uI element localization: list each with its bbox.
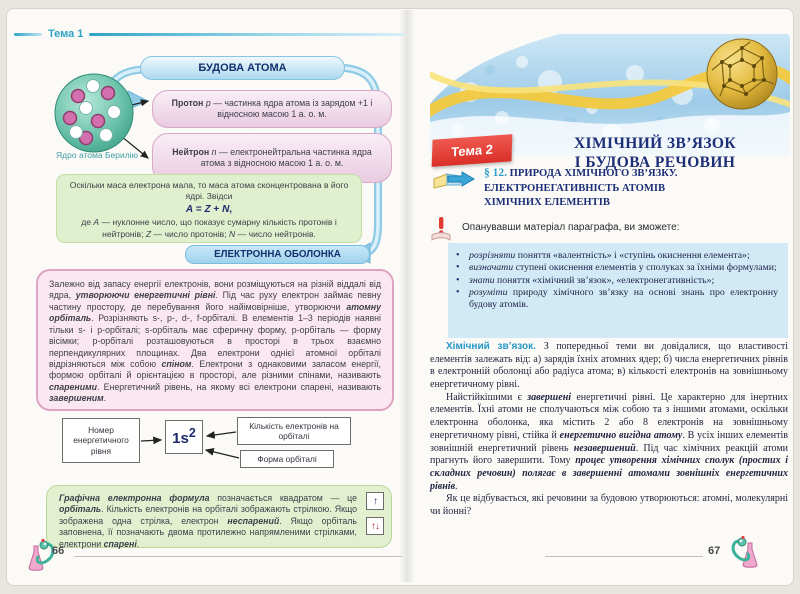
objective-text: визначати ступені окиснення елементів у сполуках за їхніми формулами; <box>469 262 777 274</box>
objective-text: розуміти природу хімічного зв’язку на основі знань про електронну будову атомів. <box>469 287 778 311</box>
nucleus-caption: Ядро атома Берилію <box>56 150 138 160</box>
mascot-icon <box>22 538 56 574</box>
objectives-intro-text: Опанувавши матеріал параграфа, ви зможете: <box>462 222 680 233</box>
objective-item <box>456 287 778 312</box>
left-theme-rule <box>14 28 406 40</box>
atom-structure-heading: БУДОВА АТОМА <box>140 56 345 80</box>
orbital-shape-label-box: Форма орбіталі <box>240 450 334 468</box>
right-footer-line <box>545 556 703 557</box>
section-heading-line2: ЕЛЕКТРОНЕГАТИВНІСТЬ АТОМІВ <box>484 182 666 194</box>
paragraph-question: Як це відбувається, які речовини за будовою утворюються: атомні, молекулярні чи йонні? <box>430 493 788 517</box>
left-page-number: 66 <box>52 545 65 557</box>
proton-text: Протон p — частинка ядра атома із зарядом +1 і відносною масою 1 а. о. м. <box>171 98 373 119</box>
bullet: • <box>456 274 460 286</box>
book-spine <box>399 10 415 582</box>
bullet: • <box>456 250 460 261</box>
theme1-label: Тема 1 <box>48 28 84 40</box>
theme2-badge: Тема 2 <box>432 134 513 167</box>
energy-level-label-box: Номер енергетичного рівня <box>62 418 140 463</box>
graphic-formula-text: Графічна електронна формула позначається квадратом — це орбіталь. Кількість електронів на орбіталі зображають стрілкою. Якщо зображена одна стрілка, електрон неспарений. Якщо орбіталь заповнена, її позначають двома протилежно напрямленими стрілками, електрони спарені. <box>59 493 357 549</box>
bullet: • <box>456 287 460 299</box>
neutron-text: Нейтрон n — електронейтральна частинка ядра атома з відносною масою 1 а. о. м. <box>172 147 372 168</box>
bullet: • <box>456 262 460 274</box>
right-page-number: 67 <box>708 545 721 557</box>
main-text <box>430 341 788 519</box>
mass-explanation: де A — нуклонне число, що показує сумарну кількість протонів і нейтронів; Z — число протонів; N — число нейтронів. <box>81 217 337 239</box>
orbital-notation-box <box>165 420 203 454</box>
unpaired-electron-icon: ↑ <box>366 492 384 510</box>
paragraph-completed-levels: Найстійкішими є завершені енергетичні рівні. Це характерно для інертних елементів. Їхні атоми не сполучаються між собою та з іншими атомами, оскільки електронна оболонка, яка містить 2 або 8 електронів на зовнішньому енергетичному рівні, стійка й енергетично вигідна атому. В усіх інших елементів зовнішній енергетичний рівень незавершений. Під час хімічних реакцій атоми прагнуть його завершити. Тому процес утворення хімічних сполук (простих і складних речовин) полягає в завершенні атомами зовнішніх енергетичних рівнів. <box>430 391 788 492</box>
beryllium-nucleus-icon <box>48 72 144 158</box>
electron-count-label-box: Кількість електронів на орбіталі <box>237 417 351 445</box>
attention-icon <box>430 217 452 241</box>
rule-line <box>89 33 406 36</box>
objectives-intro-row <box>430 217 782 241</box>
atom-mass-note <box>56 174 362 243</box>
section-heading-line1: § 12. ПРИРОДА ХІМІЧНОГО ЗВ’ЯЗКУ. <box>484 167 678 179</box>
left-footer-line <box>74 556 402 557</box>
nucleon-formula: A = Z + N, <box>185 204 233 216</box>
objective-text: розрізняти поняття «валентність» і «ступінь окиснення елемента»; <box>469 250 750 261</box>
electron-shell-heading: ЕЛЕКТРОННА ОБОЛОНКА <box>185 245 370 264</box>
fullerene-icon <box>707 39 777 109</box>
proton-definition <box>152 90 392 128</box>
rule-line <box>14 33 42 36</box>
chapter-title <box>530 134 780 173</box>
section-number: § 12. <box>484 167 507 179</box>
objective-item <box>456 262 778 274</box>
objective-text: знати поняття «хімічний зв’язок», «електронегативність»; <box>469 274 715 286</box>
objective-item <box>456 275 778 287</box>
paragraph-chemical-bond: Хімічний зв’язок. З попередньої теми ви довідалися, що властивості елементів залежать від: а) зарядів їхніх атомних ядер; б) числа енергетичних рівнів в електронній оболонці або радіуса атома; в) кількості електронів на зовнішньому енергетичному рівні. <box>430 341 788 391</box>
mascot-icon <box>730 535 764 571</box>
electron-shell-paragraph: Залежно від запасу енергії електронів, вони розміщуються на різній віддалі від ядра, утворюючи енергетичні рівні. Під час руху електрон займає певну частину простору, де перебування його найімовірніше, утворюючи атомну орбіталь. Розрізняють s-, p-, d-, f-орбіталі. В елементів 1–3 періодів наявні тільки s- і p-орбіталі; s-орбіталь має сферичну форму, p-орбіталь — форму вісімки; p-орбіталі розташовуються в просторі в трьох взаємно перпендикулярних площинах. Два електрони однієї атомної орбіталі відрізняються між собою спіном. Електрони з однаковими запасом енергії, формою орбіталі й орієнтацією в просторі, але різними спінами, називають спареними. Енергетичний рівень, на якому всі електрони спарені, називають завершеним. <box>36 269 394 411</box>
book-arrow-icon <box>432 167 476 191</box>
chapter-title-line2: І БУДОВА РЕЧОВИН <box>574 154 736 172</box>
objectives-list <box>448 243 788 338</box>
orbital-notation: $1s^2$ <box>172 426 196 447</box>
chapter-title-line1: ХІМІЧНИЙ ЗВ’ЯЗОК <box>573 135 737 152</box>
section-heading-line3: ХІМІЧНИХ ЕЛЕМЕНТІВ <box>484 196 610 208</box>
paired-electrons-icon: ↑↓ <box>366 517 384 535</box>
objective-item <box>456 250 778 262</box>
mass-intro: Оскільки маса електрона мала, то маса атома сконцентрована в його ядрі. Звідси <box>69 180 349 202</box>
graphic-formula-note <box>46 485 392 548</box>
